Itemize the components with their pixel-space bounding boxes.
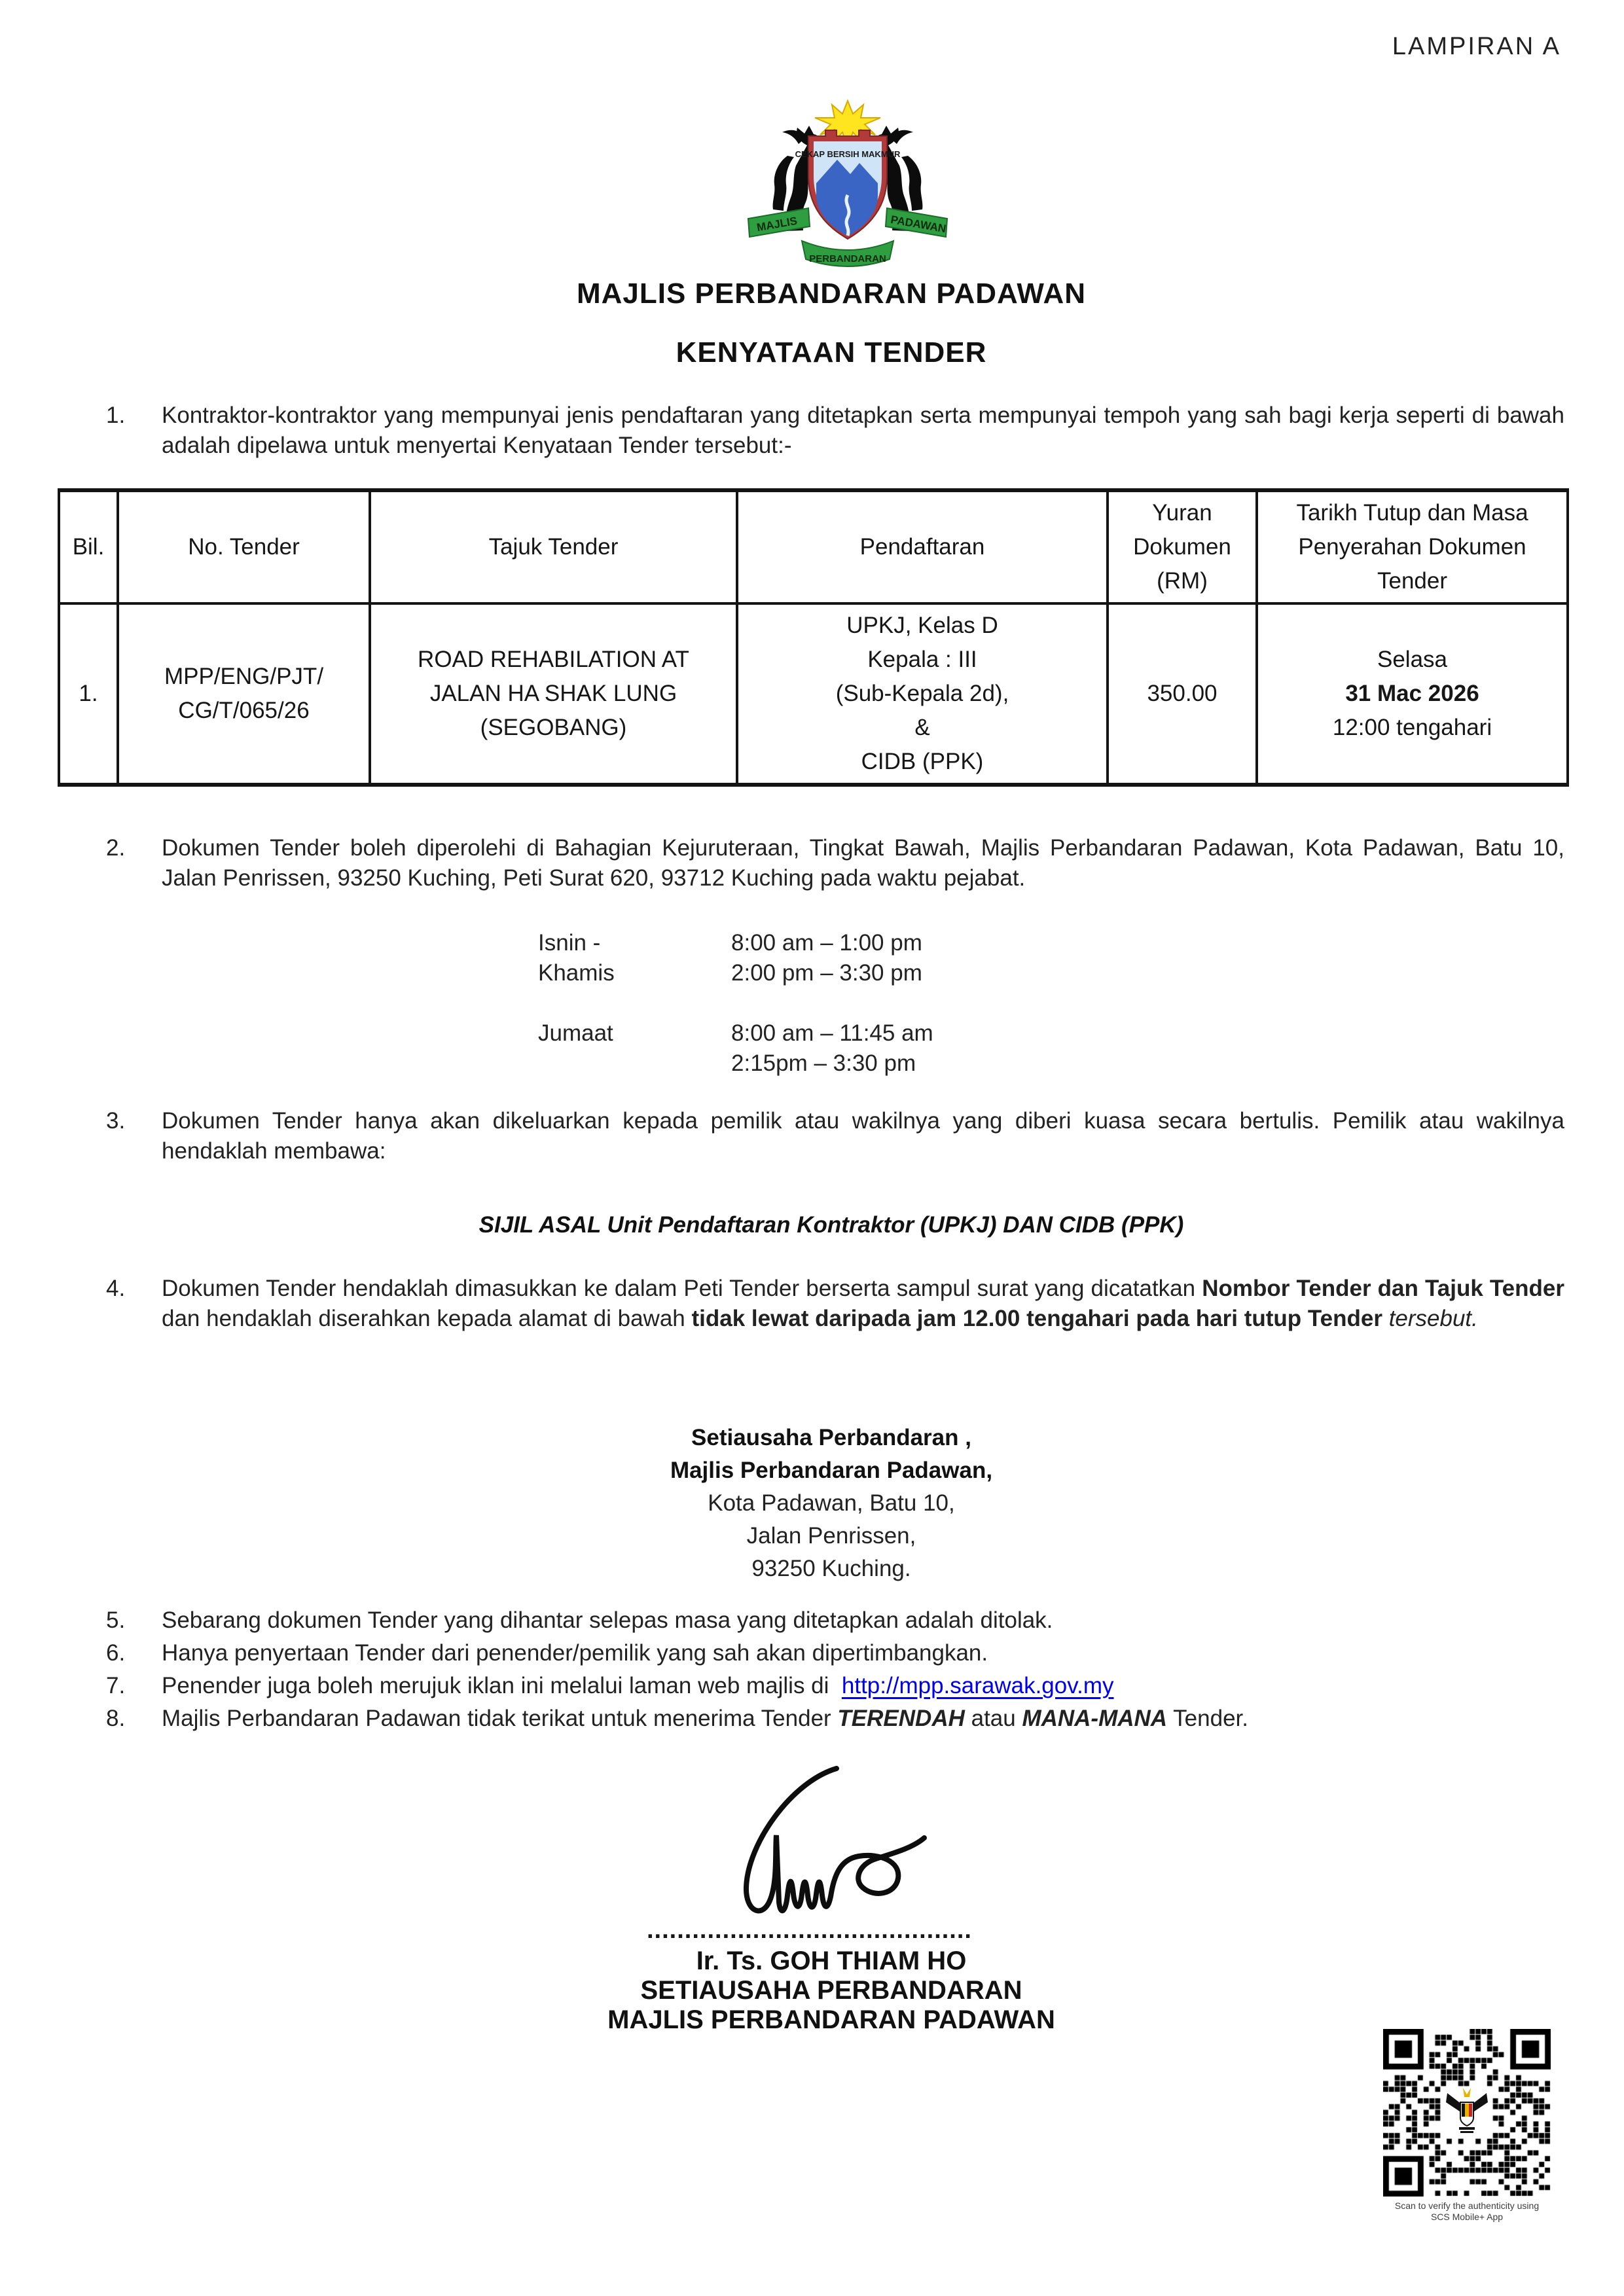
col-header-tarikh: Tarikh Tutup dan Masa Penyerahan Dokumen Tender [1257,490,1568,603]
hours-gap [538,988,933,1018]
item8-number: 8. [106,1706,126,1731]
list-item [106,1607,1566,1640]
item6-text: Hanya penyertaan Tender dari penender/pemilik yang sah akan dipertimbangkan. [162,1640,988,1666]
table-row [59,603,1568,785]
hours-time: 2:15pm – 3:30 pm [731,1050,916,1076]
shield-icon [795,130,901,239]
item1-number: 1. [106,403,126,428]
pendaftaran-line: UPKJ, Kelas D [846,613,998,638]
pendaftaran-line: Kepala : III [867,647,977,672]
org-title: MAJLIS PERBANDARAN PADAWAN [576,278,1087,310]
signatory-org: MAJLIS PERBANDARAN PADAWAN [607,2005,1055,2034]
item8-bold-terendah: TERENDAH [837,1706,965,1731]
doc-title: KENYATAAN TENDER [676,336,987,368]
item8-part: atau [964,1706,1022,1731]
council-website-link[interactable]: http://mpp.sarawak.gov.my [841,1673,1114,1698]
ribbon-left-label: MAJLIS [755,214,799,234]
office-hours [538,928,933,1079]
no-tender-line: CG/T/065/26 [178,698,310,723]
hours-day [538,1049,731,1079]
cell-tarikh [1257,603,1568,785]
col-header-tajuk: Tajuk Tender [370,490,737,603]
list-item [106,1673,1566,1706]
ribbon-right-label: PADAWAN [890,213,947,236]
item4-text [162,1274,1564,1334]
cell-no-tender [118,603,370,785]
col-header-pendaftaran: Pendaftaran [737,490,1108,603]
tarikh-date: 31 Mac 2026 [1345,681,1479,706]
col-header-bil: Bil. [59,490,118,603]
signatory-title: SETIAUSAHA PERBANDARAN [640,1976,1022,2005]
hours-day: Isnin - [538,930,601,956]
item3-text: Dokumen Tender hanya akan dikeluarkan kepada pemilik atau wakilnya yang diberi kuasa secara bertulis. Pemilik atau wakilnya hendaklah membawa: [162,1108,1564,1164]
item6-number: 6. [106,1640,126,1666]
item4-part [1382,1306,1389,1331]
item8-text [162,1706,1248,1732]
pendaftaran-line: (Sub-Kepala 2d), [835,681,1009,706]
signatory-name: Ir. Ts. GOH THIAM HO [696,1946,967,1975]
item8-part: Majlis Perbandaran Padawan tidak terikat untuk menerima Tender [162,1706,838,1731]
tender-table [58,488,1569,787]
item4-number: 4. [106,1276,126,1301]
address-line: Majlis Perbandaran Padawan, [670,1458,993,1483]
cell-tajuk [370,603,737,785]
submission-address [98,1422,1564,1585]
col-header-no-tender: No. Tender [118,490,370,603]
cell-bil: 1. [59,603,118,785]
qr-code [1383,2029,1551,2198]
qr-caption-line2: SCS Mobile+ App [1430,2212,1504,2222]
tajuk-line: JALAN HA SHAK LUNG [429,681,677,706]
item8-bold-mana-mana: MANA-MANA [1022,1706,1168,1731]
item8-part: Tender. [1167,1706,1248,1731]
hours-time: 8:00 am – 11:45 am [731,1020,933,1046]
item4-part: Dokumen Tender hendaklah dimasukkan ke dalam Peti Tender berserta sampul surat yang dicatatkan [162,1276,1202,1301]
council-crest-logo [710,97,985,278]
item5-number: 5. [106,1607,126,1633]
item3-number: 3. [106,1108,126,1134]
item1-text: Kontraktor-kontraktor yang mempunyai jenis pendaftaran yang ditetapkan serta mempunyai tempoh yang sah bagi kerja seperti di bawah adalah dipelawa untuk menyertai Kenyataan Tender tersebut:- [162,403,1564,458]
hours-time: 2:00 pm – 3:30 pm [731,960,922,986]
no-tender-line: MPP/ENG/PJT/ [164,664,324,689]
pendaftaran-line: & [914,715,930,740]
notes-list [106,1607,1566,1738]
hours-day: Jumaat [538,1020,613,1046]
item4-part: dan hendaklah diserahkan kepada alamat di bawah [162,1306,692,1331]
qr-verification-block [1383,2029,1552,2223]
qr-caption-line1: Scan to verify the authenticity using [1394,2200,1540,2211]
address-line: 93250 Kuching. [751,1556,911,1581]
sijil-asal-statement: SIJIL ASAL Unit Pendaftaran Kontraktor (UPKJ) DAN CIDB (PPK) [478,1212,1184,1238]
item4-italic-tersebut: tersebut. [1388,1306,1478,1331]
cell-pendaftaran [737,603,1108,785]
tarikh-time: 12:00 tengahari [1332,715,1492,740]
tajuk-line: ROAD REHABILATION AT [418,647,689,672]
hours-day: Khamis [538,960,615,986]
annex-label: LAMPIRAN A [1392,33,1561,60]
item2-number: 2. [106,835,126,861]
tajuk-line: (SEGOBANG) [480,715,627,740]
signatory-block [98,1946,1564,2035]
address-line: Jalan Penrissen, [746,1523,916,1549]
list-item [106,1640,1566,1673]
ribbon-bottom-label: PERBANDARAN [809,253,886,264]
address-line: Setiausaha Perbandaran , [691,1425,971,1450]
hours-time: 8:00 am – 1:00 pm [731,930,922,956]
item4-bold-nombor-tender: Nombor Tender dan Tajuk Tender [1202,1276,1564,1301]
item4-bold-deadline: tidak lewat daripada jam 12.00 tengahari pada hari tutup Tender [691,1306,1382,1331]
item7-part: Penender juga boleh merujuk iklan ini melalui laman web majlis di [162,1673,836,1698]
address-line: Kota Padawan, Batu 10, [708,1490,955,1516]
sarawak-crest-icon [1446,2087,1488,2136]
signature-image [681,1759,949,1929]
list-item [106,1706,1566,1738]
signature-dotted-line: ........................................... [647,1918,972,1943]
cell-yuran: 350.00 [1108,603,1257,785]
tarikh-day: Selasa [1377,647,1448,672]
pendaftaran-line: CIDB (PPK) [861,749,984,774]
item7-number: 7. [106,1673,126,1698]
crest-motto: CEKAP BERSIH MAKMUR [795,149,901,159]
col-header-yuran: Yuran Dokumen (RM) [1108,490,1257,603]
item2-text: Dokumen Tender boleh diperolehi di Bahagian Kejuruteraan, Tingkat Bawah, Majlis Perbandaran Padawan, Kota Padawan, Batu 10, Jalan Penrissen, 93250 Kuching, Peti Surat 620, 93712 Kuching pada waktu pejabat. [162,835,1564,891]
item7-text [162,1673,1114,1699]
item5-text: Sebarang dokumen Tender yang dihantar selepas masa yang ditetapkan adalah ditolak. [162,1607,1053,1633]
